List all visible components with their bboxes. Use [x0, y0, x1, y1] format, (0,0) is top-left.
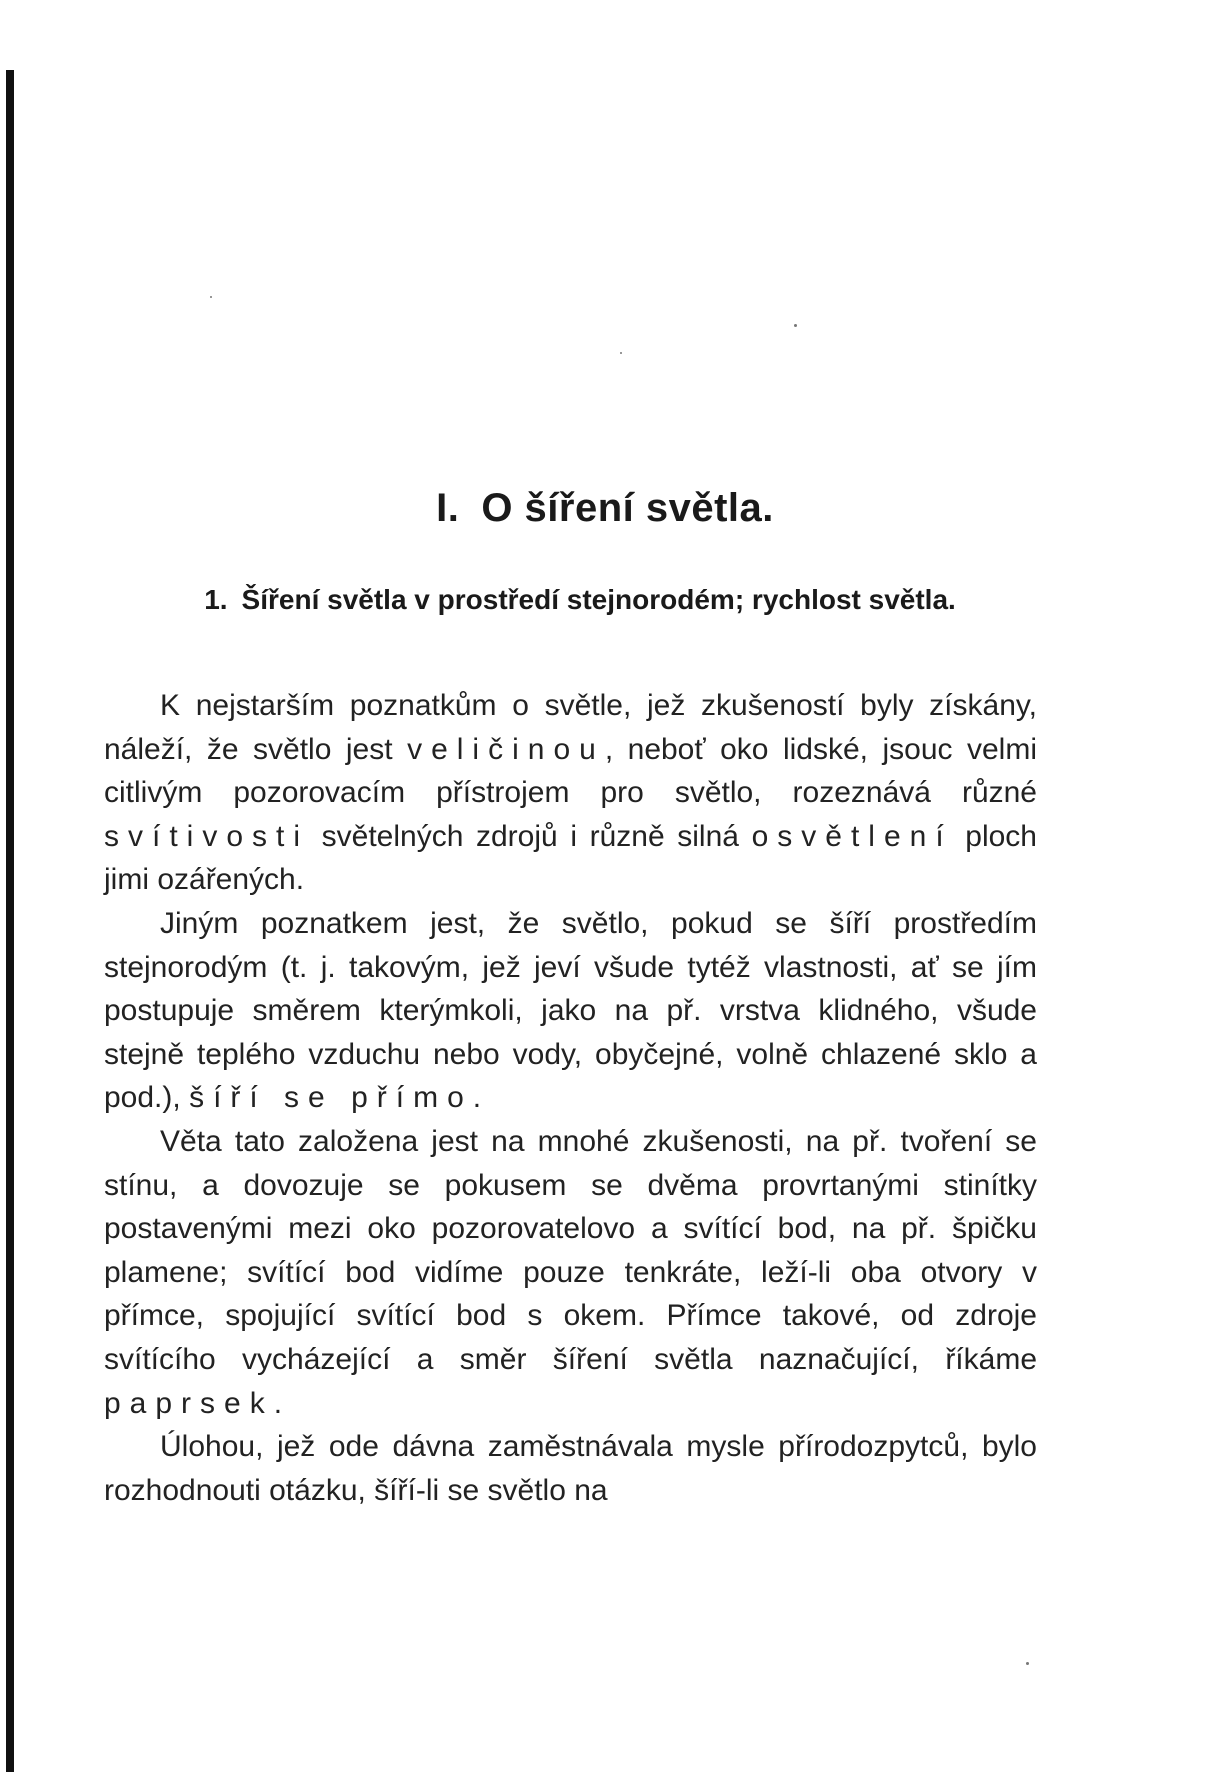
section-title-text: Šíření světla v prostředí stejnorodém; rychlost světla. [241, 584, 956, 615]
paragraph [104, 1120, 1037, 1425]
text-run: Věta tato založena jest na mnohé zkušenosti, na př. tvoření se stínu, a dovozuje se pokusem se dvěma provrtanými stinítky postavenými mezi oko pozorovatelovo a svítící bod, na př. špičku plamene; svítící bod vidíme pouze tenkráte, leží-li oba otvory v přímce, spojující svítící bod s okem. Přímce takové, od zdroje svítícího vycházející a směr šíření světla naznačující, říkáme [104, 1124, 1037, 1376]
section-title [140, 583, 1020, 617]
chapter-title [0, 486, 1210, 531]
emphasized-term: svítivosti [104, 819, 310, 853]
paragraph [104, 1425, 1037, 1512]
speck [794, 324, 797, 327]
emphasized-term: šíří se přímo [189, 1081, 473, 1115]
text-run: Úlohou, jež ode dávna zaměstnávala mysle přírodozpytců, bylo rozhodnouti otázku, šíří-li se světlo na [104, 1430, 1037, 1507]
body-text [104, 684, 1037, 1512]
binding-edge [6, 70, 14, 1772]
emphasized-term: paprsek [104, 1386, 274, 1420]
emphasized-term: osvětlení [751, 819, 953, 853]
text-run: světelných zdrojů i různě silná [309, 819, 752, 853]
chapter-number: I. [436, 486, 460, 530]
text-run: . [472, 1081, 482, 1115]
text-run: K nejstarším poznatkům o světle, jež zkušeností byly získány, náleží, že světlo jest [104, 689, 1037, 766]
text-run: ploch jimi ozářených. [104, 819, 1037, 897]
text-run: , neboť oko lidské, jsouc velmi citlivým pozorovacím přístrojem pro světlo, rozeznává různé [104, 732, 1037, 810]
paragraph [104, 684, 1037, 902]
text-run: Jiným poznatkem jest, že světlo, pokud se šíří prostředím stejnorodým (t. j. takovým, jež jeví všude tytéž vlastnosti, ať se jím postupuje směrem kterýmkoli, jako na př. vrstva klidného, všude stejně teplého vzduchu nebo vody, obyčejné, volně chlazené sklo a pod.), [104, 906, 1037, 1115]
section-number: 1. [204, 584, 228, 615]
paragraph [104, 902, 1037, 1120]
speck [620, 352, 622, 354]
emphasized-term: veličinou [407, 732, 605, 766]
speck [210, 296, 212, 298]
speck [1026, 1662, 1029, 1665]
chapter-title-text: O šíření světla. [481, 486, 774, 530]
text-run: . [273, 1386, 283, 1420]
